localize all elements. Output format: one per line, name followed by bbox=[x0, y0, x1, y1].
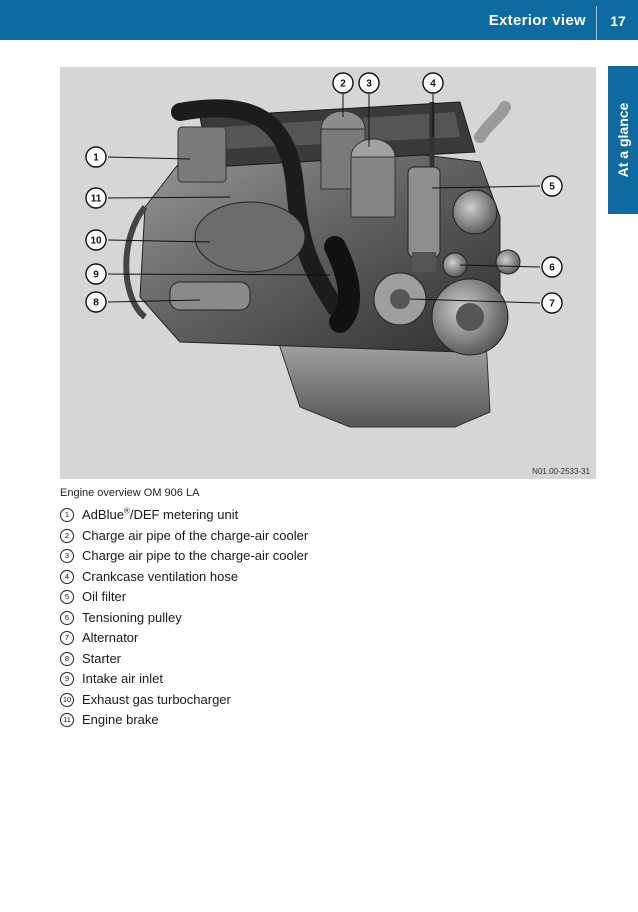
legend-label-3: Charge air pipe to the charge-air cooler bbox=[82, 548, 309, 564]
oil-filter-base bbox=[412, 252, 436, 272]
figure-code: N01.00-2533-31 bbox=[532, 467, 590, 476]
legend-label-8: Starter bbox=[82, 650, 122, 666]
callout-3-label: 3 bbox=[366, 78, 372, 90]
legend-item-7 bbox=[60, 628, 308, 649]
legend-item-1 bbox=[60, 505, 308, 526]
legend-label-7: Alternator bbox=[82, 630, 139, 646]
callout-10 bbox=[86, 230, 106, 250]
legend-item-3 bbox=[60, 546, 308, 567]
legend-label-9: Intake air inlet bbox=[82, 671, 163, 687]
top-right-pipe bbox=[480, 107, 505, 137]
legend-number-4: 4 bbox=[60, 570, 74, 584]
header-divider bbox=[596, 6, 597, 40]
charge-air-pipe-3-body bbox=[351, 157, 395, 217]
callout-8 bbox=[86, 292, 106, 312]
legend-item-5 bbox=[60, 587, 308, 608]
legend-item-6 bbox=[60, 608, 308, 629]
callout-7 bbox=[542, 293, 562, 313]
oil-filter bbox=[408, 167, 440, 257]
callout-6 bbox=[542, 257, 562, 277]
legend-label-6: Tensioning pulley bbox=[82, 609, 182, 625]
callout-5 bbox=[542, 176, 562, 196]
legend-number-8: 8 bbox=[60, 652, 74, 666]
callout-1-label: 1 bbox=[93, 152, 99, 164]
callout-11-label: 11 bbox=[90, 193, 102, 205]
legend-label-5: Oil filter bbox=[82, 589, 127, 605]
legend-label-10: Exhaust gas turbocharger bbox=[82, 691, 231, 707]
legend-label-1-post: /DEF metering unit bbox=[129, 507, 239, 523]
side-tab-label: At a glance bbox=[615, 102, 631, 178]
legend-label-1-pre: AdBlue bbox=[82, 507, 124, 523]
legend-item-4 bbox=[60, 567, 308, 588]
figure-caption: Engine overview OM 906 LA bbox=[60, 487, 200, 499]
alternator-hub bbox=[390, 289, 410, 309]
legend-list bbox=[60, 505, 308, 731]
legend-item-2 bbox=[60, 526, 308, 547]
upper-pulley bbox=[453, 190, 497, 234]
legend-number-7: 7 bbox=[60, 631, 74, 645]
callout-7-label: 7 bbox=[549, 298, 555, 310]
legend-label-11: Engine brake bbox=[82, 712, 159, 728]
legend-number-11: 11 bbox=[60, 713, 74, 727]
legend-number-9: 9 bbox=[60, 672, 74, 686]
turbocharger bbox=[195, 202, 305, 272]
crank-pulley-hub bbox=[456, 303, 484, 331]
callout-4-label: 4 bbox=[430, 78, 436, 90]
header-bar bbox=[0, 0, 638, 40]
legend-number-6: 6 bbox=[60, 611, 74, 625]
callout-2-label: 2 bbox=[340, 78, 346, 90]
callout-9 bbox=[86, 264, 106, 284]
registered-mark: ® bbox=[123, 506, 130, 516]
legend-item-10 bbox=[60, 690, 308, 711]
side-pulley bbox=[496, 250, 520, 274]
header-title: Exterior view bbox=[488, 12, 586, 29]
callout-4 bbox=[423, 73, 443, 93]
callout-8-label: 8 bbox=[93, 297, 99, 309]
engine-illustration bbox=[60, 67, 596, 479]
callout-3 bbox=[359, 73, 379, 93]
callout-2 bbox=[333, 73, 353, 93]
legend-number-3: 3 bbox=[60, 549, 74, 563]
legend-number-10: 10 bbox=[60, 693, 74, 707]
side-tab[interactable] bbox=[608, 66, 638, 214]
legend-item-9 bbox=[60, 669, 308, 690]
legend-label-2: Charge air pipe of the charge-air cooler bbox=[82, 527, 309, 543]
callout-9-label: 9 bbox=[93, 269, 99, 281]
legend-item-11 bbox=[60, 710, 308, 731]
engine-figure bbox=[60, 67, 596, 479]
legend-item-8 bbox=[60, 649, 308, 670]
callout-5-label: 5 bbox=[549, 181, 555, 193]
legend-label-4: Crankcase ventilation hose bbox=[82, 568, 239, 584]
legend-number-5: 5 bbox=[60, 590, 74, 604]
legend-number-1: 1 bbox=[60, 508, 74, 522]
legend-number-2: 2 bbox=[60, 529, 74, 543]
page-number: 17 bbox=[610, 13, 626, 29]
callout-1 bbox=[86, 147, 106, 167]
intake-air-inlet bbox=[335, 247, 349, 322]
legend-label-1 bbox=[82, 505, 238, 525]
callout-11 bbox=[86, 188, 106, 208]
engine-brake-unit bbox=[178, 127, 226, 182]
starter bbox=[170, 282, 250, 310]
callout-6-label: 6 bbox=[549, 262, 555, 274]
callout-10-label: 10 bbox=[90, 235, 102, 247]
